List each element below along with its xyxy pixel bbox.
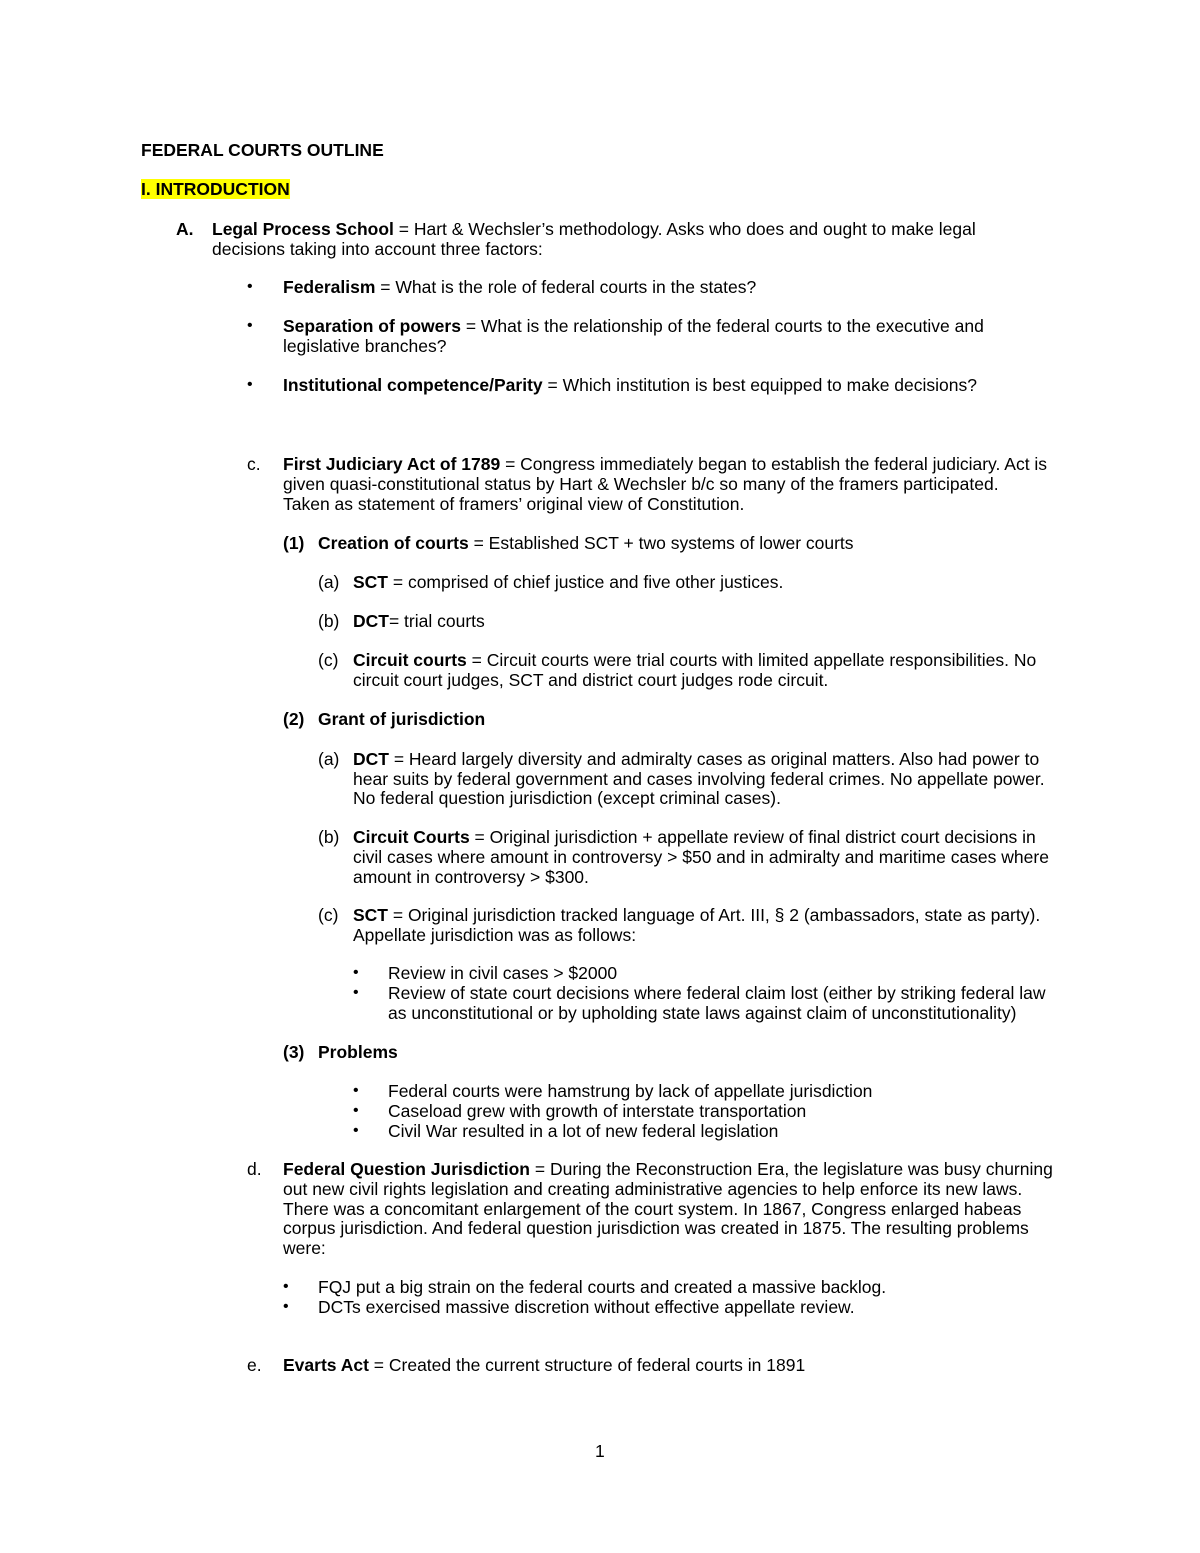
legal-process-line-1 — [212, 219, 976, 239]
evarts-act-text: = Created the current structure of federal courts in 1891 — [368, 1355, 806, 1375]
document-title: FEDERAL COURTS OUTLINE — [141, 140, 384, 160]
bullet-icon: • — [247, 376, 253, 393]
subitem-marker-a: (a) — [318, 749, 340, 769]
sct-appellate-bullet: Review of state court decisions where federal claim lost (either by striking federal law — [388, 983, 1046, 1003]
factor-institutional-competence — [283, 375, 977, 395]
grant-sct-text: = Original jurisdiction tracked language of Art. III, § 2 (ambassadors, state as party). — [388, 905, 1041, 925]
sct-appellate-bullet: Review in civil cases > $2000 — [388, 963, 618, 983]
bullet-icon: • — [353, 1082, 359, 1099]
grant-circuit-courts — [353, 827, 1036, 847]
subitem-marker-2: (2) — [283, 709, 305, 729]
factor-text: = Which institution is best equipped to make decisions? — [542, 375, 977, 395]
bullet-icon: • — [353, 1122, 359, 1139]
grant-circuit-term: Circuit Courts — [353, 827, 470, 847]
creation-dct — [353, 611, 485, 631]
grant-circuit-text: = Original jurisdiction + appellate review of final district court decisions in — [469, 827, 1036, 847]
grant-dct — [353, 749, 1039, 769]
grant-circuit-text-3: amount in controversy > $300. — [353, 867, 589, 887]
item-marker-a: A. — [176, 219, 194, 239]
creation-circuit-courts — [353, 650, 1036, 670]
grant-sct — [353, 905, 1040, 925]
creation-dct-text: = trial courts — [388, 611, 485, 631]
creation-sct-term: SCT — [353, 572, 388, 592]
creation-circuit-term: Circuit courts — [353, 650, 467, 670]
judiciary-act-line-3: Taken as statement of framers’ original view of Constitution. — [283, 494, 745, 514]
judiciary-act-line-1 — [283, 454, 1047, 474]
subitem-marker-c: (c) — [318, 905, 339, 925]
judiciary-act-line-2: given quasi-constitutional status by Hart & Wechsler b/c so many of the framers participated. — [283, 474, 999, 494]
fqj-line-3: There was a concomitant enlargement of the court system. In 1867, Congress enlarged habeas — [283, 1199, 1022, 1219]
problem-bullet: Civil War resulted in a lot of new federal legislation — [388, 1121, 779, 1141]
subitem-marker-3: (3) — [283, 1042, 305, 1062]
fqj-problem-bullet: DCTs exercised massive discretion without effective appellate review. — [318, 1297, 855, 1317]
bullet-icon: • — [353, 1102, 359, 1119]
creation-of-courts-line — [318, 533, 854, 553]
factor-term: Institutional competence/Parity — [283, 375, 543, 395]
factor-text: = What is the role of federal courts in the states? — [375, 277, 757, 297]
grant-dct-text-2: hear suits by federal government and cases involving federal crimes. No appellate power. — [353, 769, 1045, 789]
page-number: 1 — [595, 1441, 605, 1461]
bullet-icon: • — [283, 1298, 289, 1315]
legal-process-line-2: decisions taking into account three factors: — [212, 239, 543, 259]
section-heading — [141, 179, 290, 199]
subitem-marker-b: (b) — [318, 611, 340, 631]
subitem-marker-b: (b) — [318, 827, 340, 847]
bullet-icon: • — [353, 964, 359, 981]
bullet-icon: • — [247, 317, 253, 334]
creation-sct — [353, 572, 783, 592]
creation-circuit-text: = Circuit courts were trial courts with limited appellate responsibilities. No — [466, 650, 1037, 670]
grant-circuit-text-2: civil cases where amount in controversy > $50 and in admiralty and maritime cases where — [353, 847, 1049, 867]
fqj-line-5: were: — [283, 1238, 326, 1258]
judiciary-act-text: = Congress immediately began to establish the federal judiciary. Act is — [500, 454, 1048, 474]
bullet-icon: • — [247, 278, 253, 295]
subitem-marker-a: (a) — [318, 572, 340, 592]
problem-bullet: Caseload grew with growth of interstate transportation — [388, 1101, 807, 1121]
fqj-term: Federal Question Jurisdiction — [283, 1159, 530, 1179]
section-heading-label: I. INTRODUCTION — [141, 179, 290, 199]
subitem-marker-c: (c) — [318, 650, 339, 670]
creation-of-courts-term: Creation of courts — [318, 533, 469, 553]
legal-process-text: = Hart & Wechsler’s methodology. Asks who does and ought to make legal — [393, 219, 976, 239]
subitem-marker-1: (1) — [283, 533, 305, 553]
grant-of-jurisdiction-heading: Grant of jurisdiction — [318, 709, 486, 729]
sct-appellate-bullet-continued: as unconstitutional or by upholding state laws against claim of unconstitutionality) — [388, 1003, 1017, 1023]
factor-text-continued: legislative branches? — [283, 336, 447, 356]
factor-term: Separation of powers — [283, 316, 461, 336]
fqj-line-2: out new civil rights legislation and creating administrative agencies to help enforce its new laws. — [283, 1179, 1023, 1199]
evarts-act-term: Evarts Act — [283, 1355, 369, 1375]
bullet-icon: • — [283, 1278, 289, 1295]
bullet-icon: • — [353, 984, 359, 1001]
problems-heading: Problems — [318, 1042, 398, 1062]
grant-dct-text-3: No federal question jurisdiction (except criminal cases). — [353, 788, 781, 808]
fqj-text: = During the Reconstruction Era, the legislature was busy churning — [530, 1159, 1053, 1179]
problem-bullet: Federal courts were hamstrung by lack of appellate jurisdiction — [388, 1081, 873, 1101]
creation-sct-text: = comprised of chief justice and five other justices. — [388, 572, 784, 592]
creation-circuit-text-continued: circuit court judges, SCT and district court judges rode circuit. — [353, 670, 829, 690]
factor-text: = What is the relationship of the federal courts to the executive and — [460, 316, 984, 336]
judiciary-act-term: First Judiciary Act of 1789 — [283, 454, 501, 474]
factor-separation-of-powers — [283, 316, 984, 336]
factor-federalism — [283, 277, 756, 297]
grant-dct-text: = Heard largely diversity and admiralty cases as original matters. Also had power to — [388, 749, 1040, 769]
creation-dct-term: DCT — [353, 611, 389, 631]
evarts-act-line — [283, 1355, 805, 1375]
item-marker-e: e. — [247, 1355, 262, 1375]
legal-process-term: Legal Process School — [212, 219, 394, 239]
grant-dct-term: DCT — [353, 749, 389, 769]
item-marker-c: c. — [247, 454, 261, 474]
fqj-line-1 — [283, 1159, 1053, 1179]
creation-of-courts-text: = Established SCT + two systems of lower courts — [468, 533, 854, 553]
item-marker-d: d. — [247, 1159, 262, 1179]
fqj-problem-bullet: FQJ put a big strain on the federal courts and created a massive backlog. — [318, 1277, 887, 1297]
factor-term: Federalism — [283, 277, 376, 297]
fqj-line-4: corpus jurisdiction. And federal question jurisdiction was created in 1875. The resulting problems — [283, 1218, 1029, 1238]
grant-sct-text-2: Appellate jurisdiction was as follows: — [353, 925, 637, 945]
grant-sct-term: SCT — [353, 905, 388, 925]
